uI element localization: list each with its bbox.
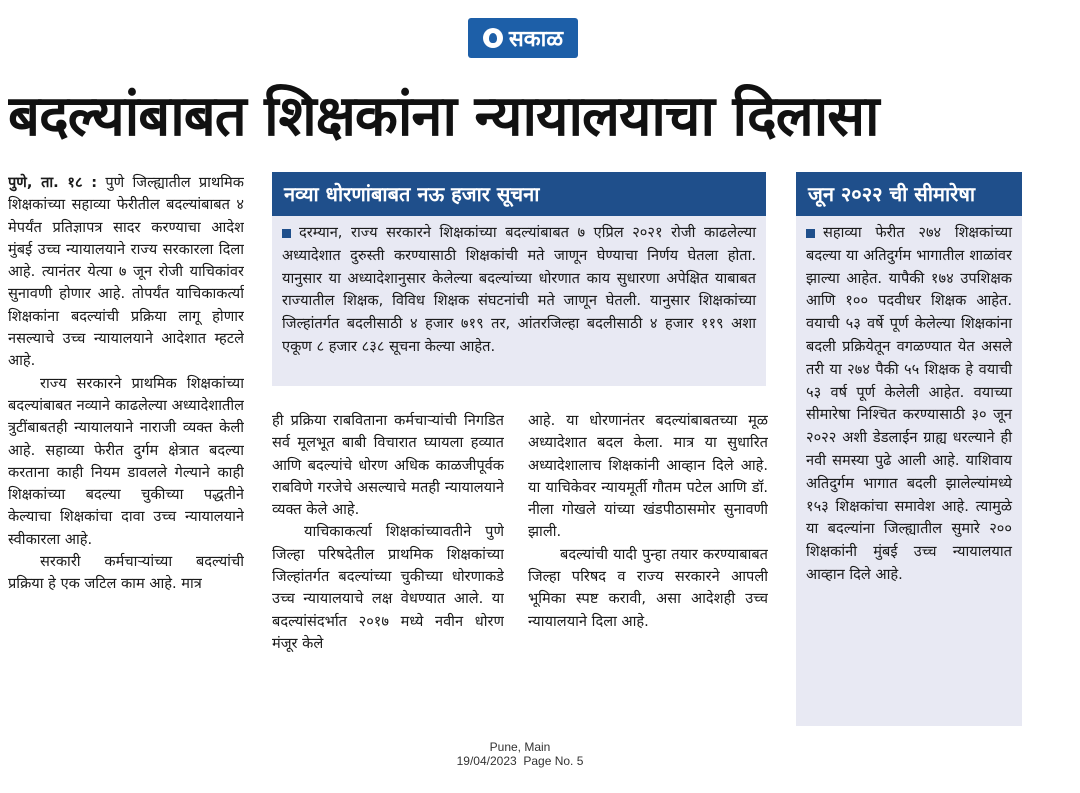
deadline-box-heading: जून २०२२ ची सीमारेषा <box>796 172 1022 216</box>
masthead-name: सकाळ <box>508 27 564 52</box>
headline: बदल्यांबाबत शिक्षकांना न्यायालयाचा दिलासा <box>8 84 879 149</box>
suggestions-box-heading: नव्या धोरणांबाबत नऊ हजार सूचना <box>272 172 766 216</box>
story-paragraph: आहे. या धोरणानंतर बदल्यांबाबतच्या मूळ अध्यादेशात बदल केला. मात्र या सुधारित अध्यादेशालाच शिक्षकांनी आव्हान दिले आहे. या याचिकेवर न्यायमूर्ती गौतम पटेल आणि डॉ. नीला गोखले यांच्या खंडपीठासमोर सुनावणी झाली. <box>528 412 768 541</box>
suggestions-box-text: दरम्यान, राज्य सरकारने शिक्षकांच्या बदल्यांबाबत ७ एप्रिल २०२१ रोजी काढलेल्या अध्यादेशात दुरुस्ती करण्यासाठी शिक्षकांची मते जाणून घेण्याचा निर्णय घेतला होता. यानुसार या अध्यादेशानुसार केलेल्या बदल्यांच्या धोरणात काय सुधारणा अपेक्षित याबाबत राज्यातील शिक्षक, विविध शिक्षक संघटनांची मते जाणून घेतली. यानुसार शिक्षकांच्या जिल्हांतर्गत बदलीसाठी ४ हजार ७१९ तर, आंतरजिल्हा बदलीसाठी ४ हजार ११९ अशा एकूण ८ हजार ८३८ सूचना केल्या आहेत. <box>282 224 756 355</box>
edition-label: Pune, Main <box>489 740 551 754</box>
deadline-box-text: सहाव्या फेरीत २७४ शिक्षकांच्या बदल्या या अतिदुर्गम भागातील शाळांवर झाल्या आहेत. यापैकी १७४ उपशिक्षक आणि १०० पदवीधर शिक्षक आहेत. वयाची ५३ वर्षे पूर्ण केलेल्या शिक्षकांना बदली प्रक्रियेतून वगळण्यात येत असले तरी या २७४ पैकी ५५ शिक्षक हे वयाची ५३ वर्ष पूर्ण केलेली आहेत. वयाच्या सीमारेषा निश्चित करण्यासाठी ३० जून २०२२ अशी डेडलाईन ग्राह्य धरल्याने ही नवी समस्या पुढे आली आहे. याशिवाय अतिदुर्गम भागात बदली झालेल्यांमध्ये १५३ शिक्षकांचा समावेश आहे. त्यामुळे या बदल्यांना जिल्ह्यातील सुमारे २०० शिक्षकांनी मुंबई उच्च न्यायालयात आव्हान दिले आहे. <box>806 224 1012 583</box>
date-page-label: 19/04/2023 Page No. 5 <box>456 754 584 768</box>
main-story-column-1 <box>8 172 244 732</box>
deadline-box <box>796 216 1022 726</box>
dateline: पुणे, ता. १८ : <box>8 174 98 191</box>
story-paragraph <box>8 172 244 373</box>
story-paragraph: ही प्रक्रिया राबविताना कर्मचाऱ्यांची निगडित सर्व मूलभूत बाबी विचारात घ्यायला हव्यात आणि बदल्यांचे धोरण अधिक काळजीपूर्वक राबविणे गरजेचे असल्याचे मतही न्यायालयाने व्यक्त केले आहे. <box>272 412 504 519</box>
square-bullet-icon <box>806 229 815 238</box>
story-paragraph: याचिकाकर्त्या शिक्षकांच्यावतीने पुणे जिल्हा परिषदेतील प्राथमिक शिक्षकांच्या जिल्हांतर्गत बदल्यांच्या चुकीच्या धोरणाकडे उच्च न्यायालयाचे लक्ष वेधण्यात आले. या बदल्यांसंदर्भात २०१७ मध्ये नवीन धोरण मंजूर केले <box>272 523 504 652</box>
suggestions-box <box>272 216 766 386</box>
masthead-logo <box>468 18 578 58</box>
main-story-column-3 <box>528 410 768 730</box>
main-story-column-2 <box>272 410 504 730</box>
sakal-emblem-icon <box>483 28 503 48</box>
square-bullet-icon <box>282 229 291 238</box>
page-footer <box>420 740 620 768</box>
story-paragraph: सरकारी कर्मचाऱ्यांच्या बदल्यांची प्रक्रिया हे एक जटिल काम आहे. मात्र <box>8 553 244 593</box>
story-text: पुणे जिल्ह्यातील प्राथमिक शिक्षकांच्या सहाव्या फेरीतील बदल्यांबाबत ४ मेपर्यंत प्रतिज्ञापत्र सादर करण्याचा आदेश मुंबई उच्च न्यायालयाने राज्य सरकारला दिला आहे. त्यानंतर येत्या ७ जून रोजी याचिकांवर सुनावणी होणार आहे. तोपर्यंत याचिकाकर्त्या शिक्षकांना बदल्यांची प्रक्रिया लागू होणार नसल्याचे उच्च न्यायालयाने आदेशात म्हटले आहे. <box>8 174 244 370</box>
story-paragraph: बदल्यांची यादी पुन्हा तयार करण्याबाबत जिल्हा परिषद व राज्य सरकारने आपली भूमिका स्पष्ट करावी, असा आदेशही उच्च न्यायालयाने दिला आहे. <box>528 545 768 630</box>
story-paragraph: राज्य सरकारने प्राथमिक शिक्षकांच्या बदल्यांबाबत नव्याने काढलेल्या अध्यादेशातील त्रुटींबाबतही न्यायालयाने नाराजी व्यक्त केली आहे. सहाव्या फेरीत दुर्गम क्षेत्रात बदल्या करताना काही नियम डावलले गेल्याने काही शिक्षकांच्या बदल्या चुकीच्या पद्धतीने केल्याचा शिक्षकांचा दावा उच्च न्यायालयाने स्वीकारला आहे. <box>8 374 244 548</box>
